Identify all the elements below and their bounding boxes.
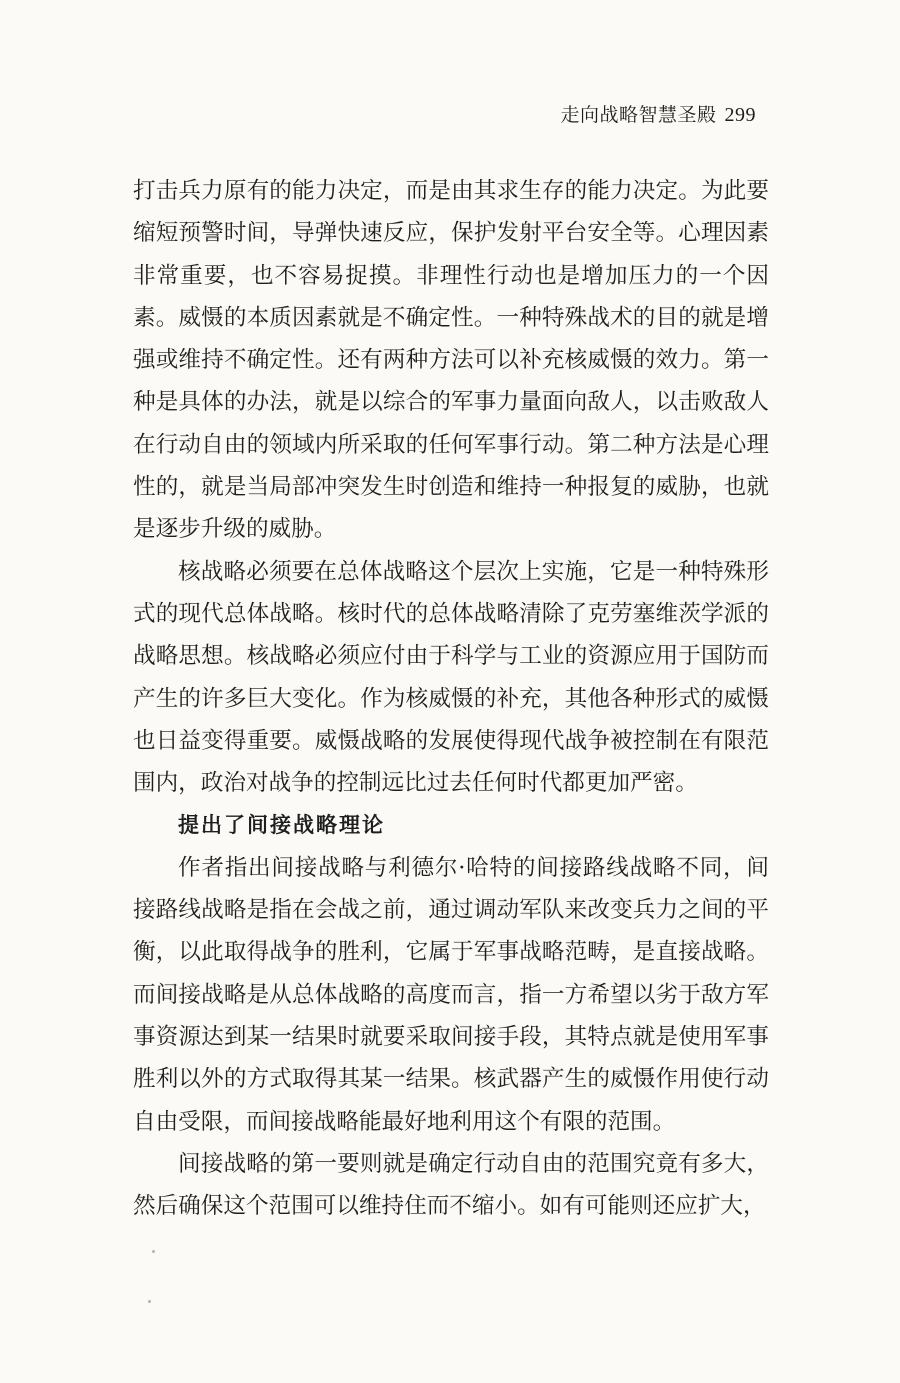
paragraph-indirect-strategy: 作者指出间接战略与利德尔·哈特的间接路线战略不同，间接路线战略是指在会战之前，通过调动军队来改变兵力之间的平衡，以此取得战争的胜利，它属于军事战略范畴，是直接战略。而间接战略是从总体战略的高度而言，指一方希望以劣于敌方军事资源达到某一结果时就要采取间接手段，其特点就是使用军事胜利以外的方式取得其某一结果。核武器产生的威慑作用使行动自由受限，而间接战略能最好地利用这个有限的范围。 [133, 854, 769, 1135]
page-number: 299 [724, 104, 756, 126]
paper-speck [148, 1300, 151, 1303]
section-heading: 提出了间接战略理论 [178, 813, 385, 838]
running-header [560, 100, 756, 127]
running-title: 走向战略智慧圣殿 [560, 104, 717, 126]
paper-speck [152, 1250, 155, 1253]
paragraph-first-rule: 间接战略的第一要则就是确定行动自由的范围究竟有多大，然后确保这个范围可以维持住而不缩小。如有可能则还应扩大， [133, 1150, 769, 1220]
paragraph-nuclear-strategy: 核战略必须要在总体战略这个层次上实施，它是一种特殊形式的现代总体战略。核时代的总体战略清除了克劳塞维茨学派的战略思想。核战略必须应付由于科学与工业的资源应用于国防而产生的许多巨大变化。作为核威慑的补充，其他各种形式的威慑也日益变得重要。威慑战略的发展使得现代战争被控制在有限范围内，政治对战争的控制远比过去任何时代都更加严密。 [133, 558, 769, 797]
paragraph-continued: 打击兵力原有的能力决定，而是由其求生存的能力决定。为此要缩短预警时间，导弹快速反应，保护发射平台安全等。心理因素非常重要，也不容易捉摸。非理性行动也是增加压力的一个因素。威慑的本质因素就是不确定性。一种特殊战术的目的就是增强或维持不确定性。还有两种方法可以补充核威慑的效力。第一种是具体的办法，就是以综合的军事力量面向敌人，以击败敌人在行动自由的领域内所采取的任何军事行动。第二种方法是心理性的，就是当局部冲突发生时创造和维持一种报复的威胁，也就是逐步升级的威胁。 [133, 178, 769, 543]
page-body [133, 170, 769, 1227]
